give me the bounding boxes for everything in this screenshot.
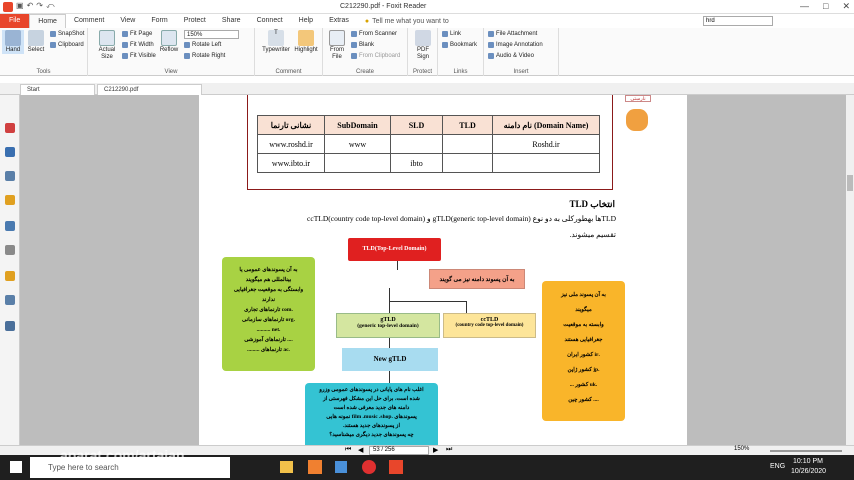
tab-file[interactable]: File [0,14,29,28]
green-note-line: بینالمللی هم میگویند [245,277,292,283]
hand-icon[interactable]: ⤺ [45,1,55,10]
group-create [323,28,408,76]
actual-size-button[interactable] [96,30,118,61]
tab-form[interactable]: Form [151,17,168,24]
table-cell: ibto [391,154,443,173]
fit-page-label: Fit Page [130,31,153,37]
document-tabs [0,83,854,95]
group-label-links: Links [453,69,468,75]
clipboard-icon [50,42,56,48]
language-indicator[interactable]: ENG [770,463,786,470]
select-label: Select [27,47,45,53]
orange-note-line: .... کشور چین [568,397,599,403]
file-attachment-button[interactable] [488,31,537,37]
comments-panel-icon[interactable] [5,195,15,205]
table-cell [443,154,493,173]
rotate-left-icon [184,42,190,48]
group-protect [408,28,438,76]
green-note [222,257,315,371]
last-page-icon[interactable]: ⏭ [446,446,453,453]
table-header-row [258,116,600,135]
status-zoom[interactable]: 150% [734,446,750,452]
from-scanner-label: From Scanner [359,31,398,37]
group-insert [484,28,559,76]
tab-share[interactable]: Share [221,17,241,24]
attachment-panel-icon[interactable] [5,221,15,231]
pen-icon [415,30,431,46]
chrome-icon[interactable] [362,460,376,474]
typewriter-label: Typewriter [262,47,290,53]
app-icon [3,2,13,12]
green-note-line: .net .......... [256,327,281,333]
green-note-line: .ac تارنماهای ......... [247,347,290,353]
group-label-create: Create [355,69,374,75]
connector-line [389,301,466,302]
zoom-slider[interactable] [770,450,842,452]
tab-extras[interactable]: Extras [329,17,349,24]
table-cell [443,135,493,154]
cursor-icon [28,30,44,46]
close-button[interactable]: ✕ [842,1,850,11]
page-number-input[interactable]: 53 / 256 [369,446,429,455]
table-header: TLD [443,116,493,135]
connector-line [389,288,390,301]
domain-table [257,115,600,173]
actual-size-icon [99,30,115,46]
paragraph-line-2: تقسیم میشوند. [569,230,616,239]
clock-time[interactable]: 10:10 PM [793,458,823,465]
bookmark-panel-icon[interactable] [5,123,15,133]
highlight-icon [298,30,314,46]
vertical-scrollbar[interactable] [846,95,854,445]
minimize-button[interactable]: — [800,1,810,11]
typewriter-icon: T [268,30,284,46]
table-cell: www.roshd.ir [258,135,325,154]
bookmark-icon [442,42,448,48]
connector-line [389,338,390,348]
snapshot-label: SnapShot [58,31,85,37]
quick-access-toolbar [16,1,55,11]
link-button[interactable] [442,31,461,37]
paragraph-line-1: TLDها بهطورکلی به دو نوع gTLD(generic top-level domain) و ccTLD(country code top-level domain) [307,214,616,223]
cyan-note-line: چه پسوندهای جدید دیگری میشناسید؟ [329,432,414,438]
fit-width-button[interactable] [122,42,154,48]
hand-button[interactable] [2,30,24,54]
table-row [258,135,600,154]
save-icon[interactable]: ▣ [16,1,24,10]
green-note-line: به آن پسوندهای عمومی یا [239,267,298,273]
side-label: نارستی [625,95,651,102]
side-decoration-icon [626,109,648,131]
green-note-line: .com تارنماهای تجاری [244,307,293,313]
connector-line [466,301,467,313]
scanner-icon [351,31,357,37]
fit-page-button[interactable] [122,31,152,37]
tab-help[interactable]: Help [298,17,314,24]
tab-comment[interactable]: Comment [73,17,105,24]
signature-panel-icon[interactable] [5,245,15,255]
watermark: aparat.com/artajan [60,447,185,463]
image-annotation-button[interactable] [488,42,543,48]
select-button[interactable] [25,30,47,54]
paperclip-icon [488,31,494,37]
table-header: نشانی تارنما [258,116,325,135]
orange-note-line: .uk کشور ... [569,382,598,388]
store-icon[interactable] [335,461,347,473]
table-cell: www.ibto.ir [258,154,325,173]
audio-video-button[interactable] [488,53,534,59]
fit-visible-button[interactable] [122,53,156,59]
group-label-protect: Protect [412,69,432,75]
table-header: نام دامنه (Domain Name) [493,116,600,135]
table-row [258,154,600,173]
audio-video-label: Audio & Video [496,53,534,59]
green-note-line: ندارند [261,297,276,303]
cyan-note-line: دامنه های جدید معرفی شده است [333,405,410,411]
new-gtld-box: New gTLD [342,348,438,371]
table-header: SLD [391,116,443,135]
fit-page-icon [122,31,128,37]
gtld-box [336,313,440,338]
fit-width-label: Fit Width [130,42,154,48]
pdf-page [199,95,687,445]
table-cell [325,154,391,173]
pdf-file-icon [329,30,345,46]
link-label: Link [450,31,462,37]
foxit-icon[interactable] [389,460,403,474]
green-note-line: وابستگی به موقعیت جغرافیایی [233,287,304,293]
clipboard-button[interactable] [50,42,84,48]
search-input[interactable]: hrd [703,16,773,26]
group-label-insert: Insert [513,69,529,75]
group-label-tools: Tools [36,69,51,75]
first-page-icon[interactable]: ⏮ [345,446,352,453]
tab-protect[interactable]: Protect [183,17,206,24]
tab-view[interactable]: View [120,17,136,24]
prev-page-icon[interactable]: ◀ [358,447,364,454]
group-comment [255,28,323,76]
from-file-label: From File [330,47,344,60]
title-bar [0,0,854,14]
bookmark-button[interactable] [442,42,477,48]
group-tools [0,28,88,76]
from-clipboard-label: From Clipboard [359,53,401,59]
form-panel-icon[interactable] [5,321,15,331]
blank-page-icon [351,42,357,48]
app-icon-orange[interactable] [308,460,322,474]
hand-icon [5,30,21,46]
cyan-note-line: از پسوندهای جدید هستند. [343,423,400,429]
camera-icon [50,31,56,37]
table-cell [493,154,600,173]
connector-line [389,371,390,383]
cctld-title: ccTLD [480,317,499,323]
undo-icon[interactable]: ↶ [26,1,34,10]
paste-icon [351,53,357,59]
cctld-box [443,313,536,338]
blank-button[interactable] [351,42,374,48]
table-cell [391,135,443,154]
layers-panel-icon[interactable] [5,171,15,181]
reflow-label: Reflow [159,47,179,53]
group-view [88,28,255,76]
domain-suffix-label: به آن پسوند دامنه نیز می گویند [429,269,525,289]
orange-note-line: جغرافیایی هستند [564,337,603,343]
orange-note-line: وابسته به موقعیت [563,322,604,328]
taskbar-search-placeholder: Type here to search [48,463,119,472]
section-heading: انتخاب TLD [569,199,615,209]
rotate-right-button[interactable] [184,53,225,59]
actual-size-label: Actual Size [98,47,116,60]
cctld-subtitle: (country code top-level domain) [455,323,524,328]
tools-panel-icon[interactable] [5,295,15,305]
doc-tab-pdf[interactable]: C212290.pdf [97,84,202,95]
rotate-right-icon [184,53,190,59]
from-file-button[interactable] [326,30,348,61]
redo-icon[interactable]: ↷ [36,1,43,10]
scroll-thumb[interactable] [847,175,853,191]
doc-tab-start[interactable]: Start [20,84,95,95]
orange-note-line: .jp کشور ژاپن [567,367,600,373]
maximize-button[interactable]: □ [823,1,829,11]
green-note-line: .... تارنماهای آموزشی [244,337,293,343]
fit-width-icon [122,42,128,48]
root-tld-box: TLD(Top-Level Domain) [348,238,441,261]
typewriter-button[interactable] [261,30,291,54]
pdf-sign-label: PDF Sign [416,47,429,60]
cyan-note-line: پسوندهای .film .music .shop نمونه هایی [326,414,417,420]
highlight-label: Highlight [294,47,318,53]
reflow-icon [161,30,177,46]
connector-line [389,301,390,313]
table-cell: Roshd.ir [493,135,600,154]
table-cell: www [325,135,391,154]
orange-note-line: .ir کشور ایران [567,352,600,358]
orange-note-line: به آن پسوند ملی نیز [561,292,606,298]
rotate-left-button[interactable] [184,42,221,48]
hand-label: Hand [5,47,21,53]
cyan-note-line: شده است، برای حل این مشکل فهرستی از [323,396,420,402]
pages-panel-icon[interactable] [5,147,15,157]
tab-home[interactable]: Home [29,14,66,28]
tell-me-label: Tell me what you want to [372,17,449,25]
tell-me[interactable] [357,18,449,25]
ribbon [0,28,854,76]
fit-visible-icon [122,53,128,59]
next-page-icon[interactable]: ▶ [433,447,439,454]
green-note-line: .org تارنماهای سازمانی [242,317,295,323]
image-icon [488,42,494,48]
connector-line [397,260,398,270]
group-links [438,28,484,76]
table-header: SubDomain [325,116,391,135]
file-explorer-icon[interactable] [280,461,293,473]
windows-start-icon[interactable] [10,461,22,473]
tab-connect[interactable]: Connect [256,17,283,24]
fit-visible-label: Fit Visible [130,53,156,59]
orange-note [542,281,625,421]
link-icon [442,31,448,37]
clipboard-label: Clipboard [58,42,84,48]
security-panel-icon[interactable] [5,271,15,281]
gtld-subtitle: (generic top-level domain) [357,323,419,329]
from-clipboard-button[interactable] [351,53,400,59]
media-icon [488,53,494,59]
image-annotation-label: Image Annotation [496,42,543,48]
reflow-button[interactable] [158,30,180,54]
blank-label: Blank [359,42,375,48]
window-title: C212290.pdf - Foxit Reader [340,3,427,10]
group-label-comment: Comment [275,69,302,75]
cyan-note-line: اغلب نام های پایانی در پسوندهای عمومی وزرو [319,387,424,393]
highlight-button[interactable] [293,30,319,54]
group-label-view: View [164,69,178,75]
gtld-title: gTLD [380,317,396,323]
from-scanner-button[interactable] [351,31,397,37]
lightbulb-icon: ● [364,17,370,25]
clock-date[interactable]: 10/26/2020 [791,468,827,475]
zoom-select[interactable]: 150% [184,30,239,39]
orange-note-line: میگویند [575,307,592,313]
pdf-sign-button[interactable] [412,30,434,61]
left-sidebar [0,95,20,445]
rotate-left-label: Rotate Left [192,42,222,48]
file-attachment-label: File Attachment [496,31,538,37]
cyan-note [305,383,438,445]
rotate-right-label: Rotate Right [192,53,226,59]
bookmark-label: Bookmark [450,42,478,48]
document-canvas[interactable] [20,95,846,445]
snapshot-button[interactable] [50,31,84,37]
